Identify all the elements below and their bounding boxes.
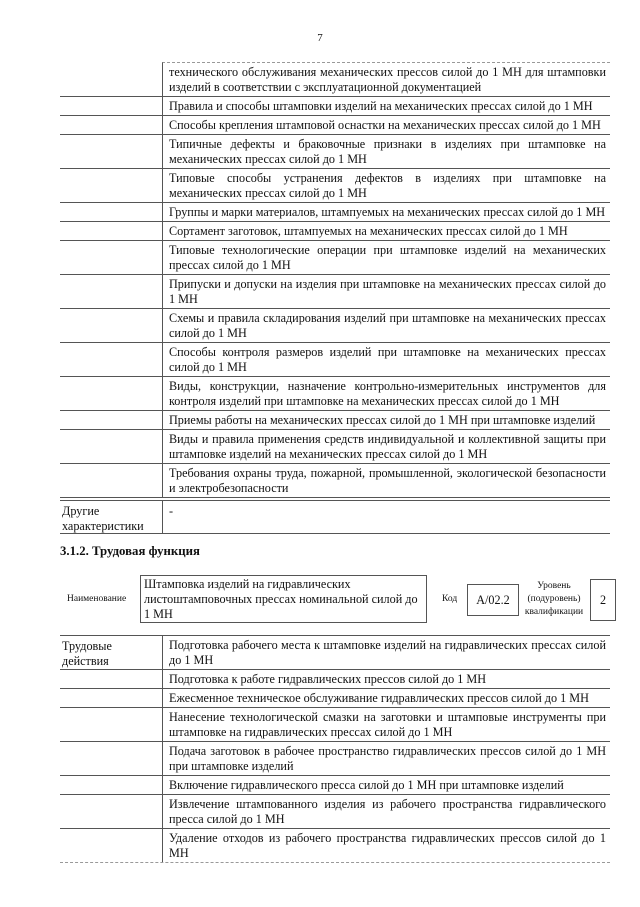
page-number: 7 (317, 32, 323, 44)
knowledge-item: Типовые способы устранения дефектов в изделиях при штамповке на механических прессах силой до 1 МН (162, 169, 610, 202)
level-value: 2 (590, 579, 616, 621)
function-name-value: Штамповка изделий на гидравлических листоштамповочных прессах номинальной силой до 1 МН (140, 575, 427, 623)
code-label: Код (442, 594, 458, 604)
knowledge-row (60, 62, 610, 97)
action-row (60, 670, 610, 689)
action-item: Подача заготовок в рабочее пространство гидравлических прессов силой до 1 МН при штамповке изделий (162, 742, 610, 775)
knowledge-row (60, 169, 610, 203)
knowledge-item: технического обслуживания механических прессов силой до 1 МН для штамповки изделий в соответствии с эксплуатационной документацией (162, 62, 610, 96)
labor-actions-table (60, 635, 610, 863)
section-heading: 3.1.2. Трудовая функция (60, 544, 200, 558)
action-row (60, 829, 610, 863)
knowledge-row (60, 275, 610, 309)
knowledge-item: Правила и способы штамповки изделий на механических прессах силой до 1 МН (162, 97, 610, 115)
knowledge-row (60, 430, 610, 464)
knowledge-item: Способы крепления штамповой оснастки на механических прессах силой до 1 МН (162, 116, 610, 134)
action-row (60, 708, 610, 742)
knowledge-row (60, 116, 610, 135)
other-characteristics-row (60, 500, 610, 534)
action-row (60, 689, 610, 708)
knowledge-row (60, 411, 610, 430)
function-code-value: A/02.2 (467, 584, 519, 616)
knowledge-item: Типичные дефекты и браковочные признаки в изделиях при штамповке на механических прессах силой до 1 МН (162, 135, 610, 168)
knowledge-row (60, 309, 610, 343)
knowledge-row (60, 343, 610, 377)
name-label: Наименование (67, 594, 127, 604)
knowledge-item: Приемы работы на механических прессах силой до 1 МН при штамповке изделий (162, 411, 610, 429)
knowledge-item: Виды, конструкции, назначение контрольно-измерительных инструментов для контроля изделий при штамповке на механических прессах силой до 1 МН (162, 377, 610, 410)
action-item: Нанесение технологической смазки на заготовки и штамповые инструменты при штамповке на гидравлических прессах силой до 1 МН (162, 708, 610, 741)
labor-actions-label: Трудовые действия (62, 639, 112, 668)
knowledge-item: Припуски и допуски на изделия при штамповке на механических прессах силой до 1 МН (162, 275, 610, 308)
knowledge-row (60, 135, 610, 169)
level-label: Уровень (подуровень) квалификации (524, 581, 584, 617)
knowledge-row (60, 464, 610, 498)
action-item: Подготовка к работе гидравлических прессов силой до 1 МН (162, 670, 610, 688)
action-item: Ежесменное техническое обслуживание гидравлических прессов силой до 1 МН (162, 689, 610, 707)
action-row (60, 776, 610, 795)
knowledge-row (60, 241, 610, 275)
action-row (60, 795, 610, 829)
knowledge-row (60, 97, 610, 116)
action-row (60, 742, 610, 776)
knowledge-row (60, 377, 610, 411)
function-header (60, 575, 615, 625)
knowledge-item: Способы контроля размеров изделий при штамповке на механических прессах силой до 1 МН (162, 343, 610, 376)
other-characteristics-label: Другие характеристики (62, 504, 144, 533)
knowledge-row (60, 203, 610, 222)
action-item: Подготовка рабочего места к штамповке изделий на гидравлических прессах силой до 1 МН (162, 636, 610, 669)
action-item: Удаление отходов из рабочего пространства гидравлических прессов силой до 1 МН (162, 829, 610, 862)
action-item: Извлечение штампованного изделия из рабочего пространства гидравлического пресса силой до 1 МН (162, 795, 610, 828)
knowledge-item: Типовые технологические операции при штамповке изделий на механических прессах силой до 1 МН (162, 241, 610, 274)
knowledge-item: Виды и правила применения средств индивидуальной и коллективной защиты при штамповке изделий на механических прессах силой до 1 МН (162, 430, 610, 463)
action-item: Включение гидравлического пресса силой до 1 МН при штамповке изделий (162, 776, 610, 794)
knowledge-item: Группы и марки материалов, штампуемых на механических прессах силой до 1 МН (162, 203, 610, 221)
knowledge-item: Схемы и правила складирования изделий при штамповке на механических прессах силой до 1 МН (162, 309, 610, 342)
knowledge-item: Требования охраны труда, пожарной, промышленной, экологической безопасности и электробезопасности (162, 464, 610, 497)
knowledge-item: Сортамент заготовок, штампуемых на механических прессах силой до 1 МН (162, 222, 610, 240)
knowledge-table (60, 62, 610, 498)
knowledge-row (60, 222, 610, 241)
other-characteristics-value: - (162, 501, 179, 533)
